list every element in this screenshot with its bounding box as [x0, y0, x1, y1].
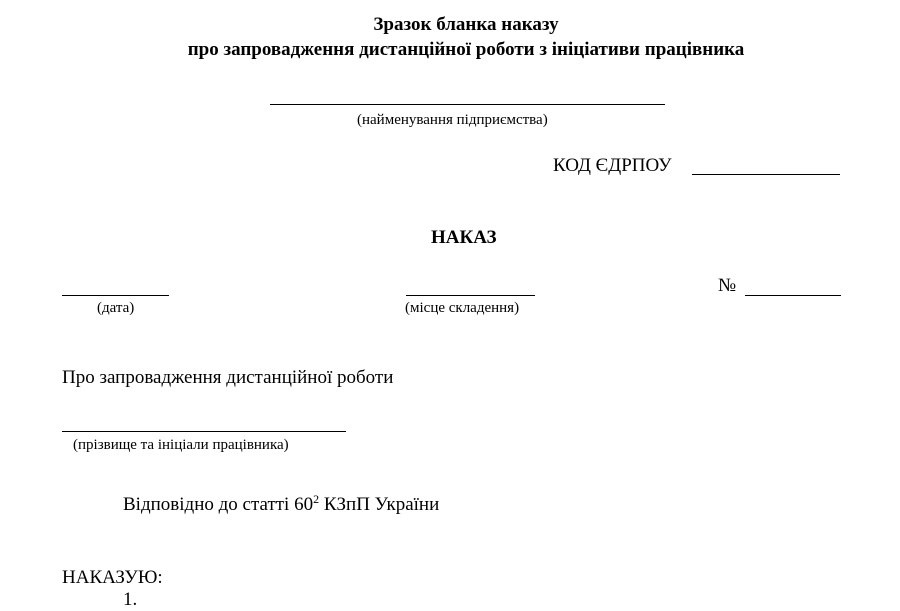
decree-label: НАКАЗУЮ:	[62, 567, 163, 588]
decree-item-1: 1.	[123, 589, 138, 610]
place-field[interactable]	[406, 295, 535, 296]
order-subject: Про запровадження дистанційної роботи	[62, 367, 394, 388]
edrpou-label: КОД ЄДРПОУ	[553, 155, 672, 176]
legal-basis-code: КЗпП України	[319, 494, 440, 515]
legal-basis	[123, 494, 439, 516]
date-field[interactable]	[62, 295, 169, 296]
order-number-field[interactable]	[745, 295, 841, 296]
edrpou-field[interactable]	[692, 174, 840, 175]
enterprise-name-caption: (найменування підприємства)	[357, 112, 548, 128]
place-caption: (місце складення)	[405, 300, 520, 316]
enterprise-name-field[interactable]	[270, 104, 665, 105]
employee-name-field[interactable]	[62, 431, 346, 432]
document-title-line-1: Зразок бланка наказу	[373, 14, 559, 35]
number-sign: №	[718, 275, 737, 296]
legal-basis-text: Відповідно до статті 60	[123, 494, 314, 515]
date-caption: (дата)	[97, 300, 135, 316]
employee-name-caption: (прізвище та ініціали працівника)	[73, 437, 289, 453]
article-superscript: 2	[313, 492, 320, 506]
document-title-line-2: про запровадження дистанційної роботи з ініціативи працівника	[187, 39, 745, 60]
order-heading: НАКАЗ	[431, 227, 497, 248]
